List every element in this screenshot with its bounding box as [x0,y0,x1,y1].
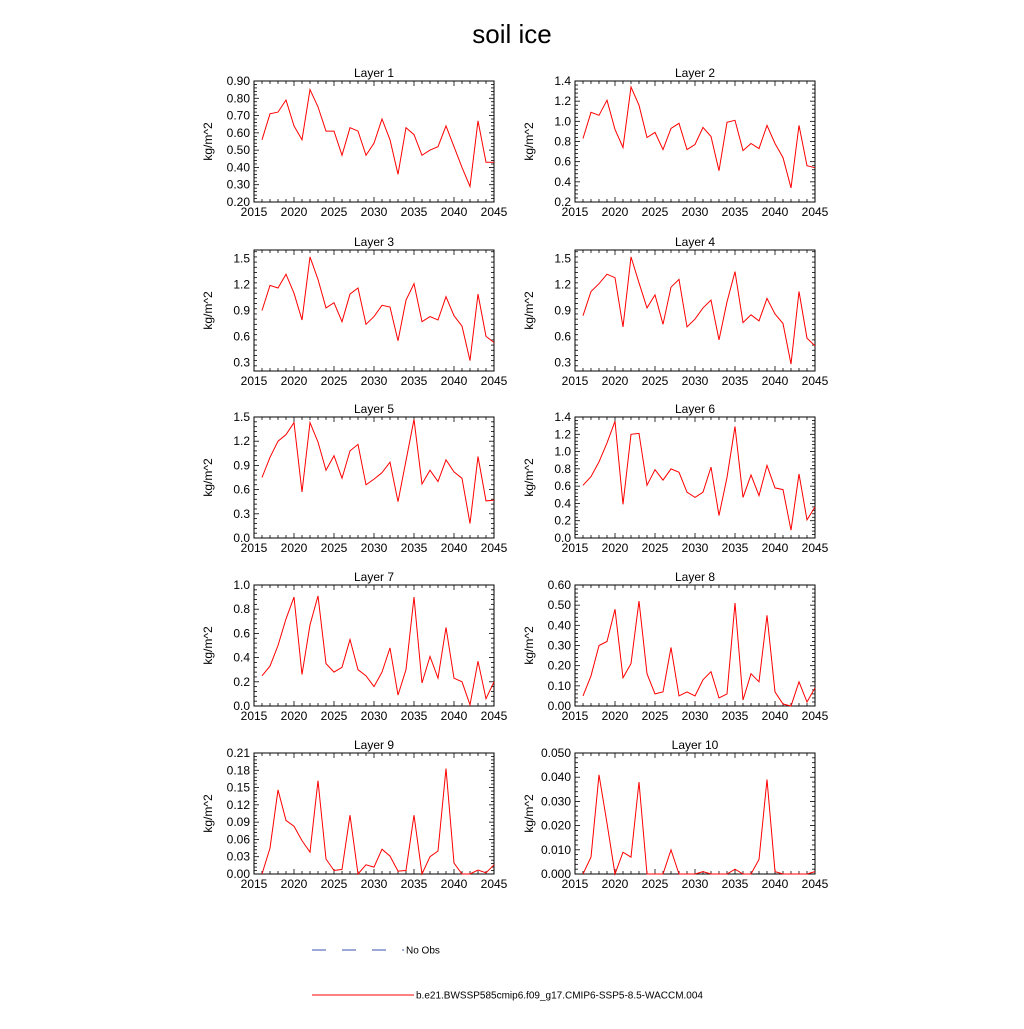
x-tick-label: 2045 [801,877,829,891]
y-tick-label: 0.8 [233,602,250,617]
y-tick-label: 0.20 [226,195,250,209]
x-tick-label: 2035 [400,877,428,891]
x-tick-label: 2020 [601,205,629,219]
panels [201,66,829,891]
x-tick-label: 2030 [360,205,388,219]
y-tick-label: 0.21 [226,746,250,760]
x-tick-label: 2020 [601,877,629,891]
panel-layer-5 [201,402,508,555]
x-tick-label: 2045 [480,374,508,388]
y-axis-label: kg/m^2 [201,794,215,833]
y-tick-label: 0.010 [540,842,571,857]
x-tick-label: 2020 [601,374,629,388]
x-tick-label: 2035 [721,374,749,388]
y-tick-label: 0.6 [554,479,571,494]
y-tick-label: 0.80 [226,91,250,106]
x-tick-label: 2015 [561,709,589,723]
series-line [583,775,815,874]
y-tick-label: 0.030 [540,794,571,809]
y-axis-label: kg/m^2 [201,122,215,161]
y-tick-label: 0.8 [554,461,571,476]
x-tick-label: 2030 [360,374,388,388]
y-tick-label: 0.30 [547,638,571,653]
y-axis-label: kg/m^2 [201,626,215,665]
x-tick-label: 2025 [320,374,348,388]
series-line [583,87,815,188]
y-tick-label: 1.5 [233,251,250,266]
panel-title: Layer 2 [674,66,716,80]
plot-frame [254,417,494,538]
y-axis-label: kg/m^2 [522,291,536,330]
panel-layer-7 [201,570,508,723]
series-line [583,257,815,364]
x-tick-label: 2035 [400,205,428,219]
y-tick-label: 0.4 [233,650,250,665]
x-tick-label: 2045 [801,709,829,723]
plot-frame [254,585,494,706]
y-axis-label: kg/m^2 [201,458,215,497]
x-tick-label: 2025 [320,877,348,891]
x-tick-label: 2035 [400,374,428,388]
legend [312,946,703,1002]
y-tick-label: 0.06 [226,832,250,847]
y-tick-label: 0.10 [547,678,571,693]
x-tick-label: 2045 [480,709,508,723]
panel-layer-8 [522,570,829,723]
y-tick-label: 0.4 [554,496,571,511]
plot-frame [575,417,815,538]
y-tick-label: 0.03 [226,849,250,864]
y-tick-label: 0.9 [233,458,250,473]
y-tick-label: 0.12 [226,797,250,812]
plot-frame [575,753,815,874]
legend-obs-label: No Obs [406,945,440,957]
panel-layer-9 [201,738,508,891]
panel-title: Layer 3 [353,235,395,249]
x-tick-label: 2035 [400,709,428,723]
x-tick-label: 2040 [440,541,468,555]
y-tick-label: 0.4 [554,174,571,189]
y-tick-label: 0.0 [233,699,250,713]
x-tick-label: 2030 [681,877,709,891]
y-tick-label: 0.020 [540,818,571,833]
panel-layer-3 [201,235,508,388]
y-tick-label: 1.0 [233,578,250,592]
x-tick-label: 2015 [561,374,589,388]
x-tick-label: 2030 [360,877,388,891]
y-tick-label: 0.3 [554,355,571,370]
x-tick-label: 2040 [440,374,468,388]
x-tick-label: 2040 [761,877,789,891]
x-tick-label: 2020 [601,541,629,555]
series-line [262,90,494,187]
y-axis-label: kg/m^2 [522,794,536,833]
y-tick-label: 0.70 [226,108,250,123]
x-tick-label: 2015 [240,709,268,723]
y-tick-label: 1.0 [554,444,571,459]
x-tick-label: 2045 [801,374,829,388]
x-tick-label: 2045 [480,205,508,219]
x-tick-label: 2040 [761,205,789,219]
plot-frame [254,81,494,202]
y-tick-label: 0.2 [554,513,571,528]
y-tick-label: 1.2 [233,277,250,292]
y-tick-label: 0.000 [540,867,571,881]
x-tick-label: 2045 [801,205,829,219]
y-tick-label: 0.09 [226,815,250,830]
y-tick-label: 0.8 [554,134,571,149]
x-tick-label: 2040 [761,374,789,388]
y-tick-label: 0.3 [233,506,250,521]
panel-layer-10 [522,738,829,891]
y-tick-label: 0.9 [233,303,250,318]
x-tick-label: 2020 [280,541,308,555]
y-axis-label: kg/m^2 [522,122,536,161]
series-line [583,601,815,706]
y-tick-label: 1.2 [233,434,250,449]
panel-title: Layer 6 [674,402,716,416]
x-tick-label: 2025 [641,374,669,388]
x-tick-label: 2025 [641,709,669,723]
y-tick-label: 0.3 [233,355,250,370]
y-tick-label: 0.6 [233,482,250,497]
x-tick-label: 2035 [400,541,428,555]
panel-layer-4 [522,235,829,388]
y-tick-label: 1.2 [554,94,571,109]
plot-frame [254,250,494,371]
x-tick-label: 2035 [721,709,749,723]
series-line [262,257,494,361]
plot-frame [254,753,494,874]
y-axis-label: kg/m^2 [522,626,536,665]
y-tick-label: 1.0 [554,114,571,129]
y-tick-label: 0.9 [554,303,571,318]
x-tick-label: 2015 [240,877,268,891]
plot-frame [575,250,815,371]
y-tick-label: 1.2 [554,427,571,442]
x-tick-label: 2020 [280,709,308,723]
x-tick-label: 2030 [681,709,709,723]
x-tick-label: 2020 [280,877,308,891]
x-tick-label: 2030 [360,541,388,555]
x-tick-label: 2020 [280,374,308,388]
x-tick-label: 2045 [480,877,508,891]
y-tick-label: 0.18 [226,763,250,778]
x-tick-label: 2025 [641,877,669,891]
x-tick-label: 2035 [721,877,749,891]
x-tick-label: 2040 [440,205,468,219]
panel-layer-6 [522,402,829,555]
y-tick-label: 0.30 [226,177,250,192]
y-tick-label: 0.6 [554,329,571,344]
x-tick-label: 2040 [440,709,468,723]
panel-title: Layer 9 [353,738,395,752]
y-tick-label: 1.5 [233,410,250,424]
y-tick-label: 0.40 [547,618,571,633]
y-tick-label: 0.60 [547,578,571,592]
y-tick-label: 0.0 [554,531,571,545]
plot-frame [575,585,815,706]
x-tick-label: 2030 [681,205,709,219]
x-tick-label: 2015 [240,541,268,555]
x-tick-label: 2030 [681,374,709,388]
x-tick-label: 2020 [601,709,629,723]
x-tick-label: 2015 [240,205,268,219]
legend-model-label: b.e21.BWSSP585cmip6.f09_g17.CMIP6-SSP5-8.5-WACCM.004 [416,990,703,1002]
x-tick-label: 2035 [721,541,749,555]
y-tick-label: 0.050 [540,746,571,760]
y-tick-label: 0.6 [233,626,250,641]
y-tick-label: 0.50 [226,143,250,158]
x-tick-label: 2030 [360,709,388,723]
panel-title: Layer 7 [353,570,395,584]
x-tick-label: 2040 [761,709,789,723]
x-tick-label: 2025 [320,709,348,723]
x-tick-label: 2020 [280,205,308,219]
series-line [262,419,494,523]
y-tick-label: 0.60 [226,125,250,140]
x-tick-label: 2025 [641,205,669,219]
y-tick-label: 0.2 [233,674,250,689]
x-tick-label: 2025 [320,205,348,219]
series-line [262,769,494,874]
x-tick-label: 2015 [240,374,268,388]
y-tick-label: 0.20 [547,658,571,673]
y-tick-label: 0.6 [233,329,250,344]
x-tick-label: 2040 [440,877,468,891]
x-tick-label: 2025 [320,541,348,555]
x-tick-label: 2025 [641,541,669,555]
y-axis-label: kg/m^2 [522,458,536,497]
y-tick-label: 1.4 [554,410,571,424]
y-tick-label: 0.00 [226,867,250,881]
y-tick-label: 0.0 [233,531,250,545]
x-tick-label: 2040 [761,541,789,555]
panel-title: Layer 8 [674,570,716,584]
x-tick-label: 2015 [561,877,589,891]
x-tick-label: 2045 [480,541,508,555]
x-tick-label: 2015 [561,541,589,555]
y-tick-label: 0.50 [547,598,571,613]
y-tick-label: 0.15 [226,780,250,795]
figure-title: soil ice [472,19,552,49]
plot-frame [575,81,815,202]
x-tick-label: 2035 [721,205,749,219]
y-tick-label: 0.90 [226,74,250,88]
x-tick-label: 2015 [561,205,589,219]
y-tick-label: 0.2 [554,195,571,209]
panel-title: Layer 4 [674,235,716,249]
y-tick-label: 1.5 [554,251,571,266]
y-tick-label: 0.40 [226,160,250,175]
panel-title: Layer 10 [671,738,719,752]
panel-layer-1 [201,66,508,219]
panel-title: Layer 1 [353,66,395,80]
y-tick-label: 0.6 [554,154,571,169]
panel-layer-2 [522,66,829,219]
x-tick-label: 2030 [681,541,709,555]
y-axis-label: kg/m^2 [201,291,215,330]
series-line [583,421,815,530]
y-tick-label: 1.2 [554,277,571,292]
y-tick-label: 0.00 [547,699,571,713]
series-line [262,596,494,705]
y-tick-label: 0.040 [540,770,571,785]
panel-title: Layer 5 [353,402,395,416]
y-tick-label: 1.4 [554,74,571,88]
x-tick-label: 2045 [801,541,829,555]
